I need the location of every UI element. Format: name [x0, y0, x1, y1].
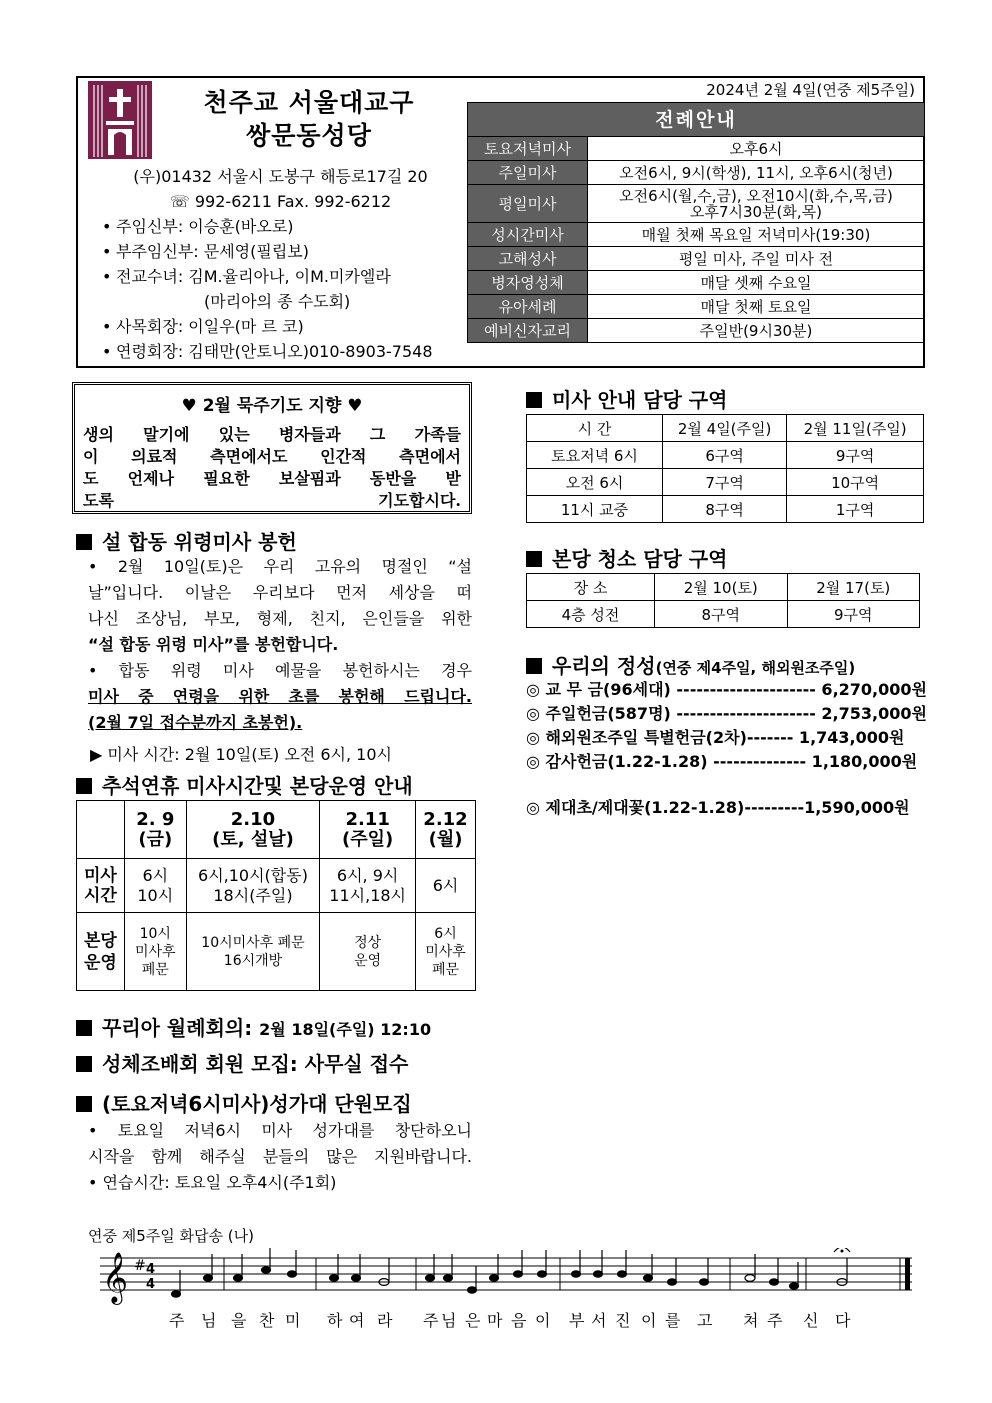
- lyric-syllable: 부: [569, 1311, 585, 1330]
- staff-item: • 사목회장: 이일우(마 르 코): [102, 317, 304, 336]
- parish-line2: 쌍문동성당: [246, 121, 372, 150]
- address: (우)01432 서울시 도봉구 해등로17길 20: [133, 167, 428, 186]
- lyric-syllable: 님: [201, 1311, 217, 1330]
- prayer-title: ♥ 2월 묵주기도 지향 ♥: [181, 396, 363, 416]
- notice-curia: 꾸리아 월례회의: 2월 18일(주일) 12:10: [76, 1012, 431, 1041]
- lyric-syllable: 를: [665, 1311, 681, 1330]
- table-row: 성시간미사 매월 첫째 목요일 저녁미사(19:30): [468, 223, 925, 247]
- lyric-syllable: 마: [487, 1311, 503, 1330]
- table-row: 평일미사 오전6시(월,수,금), 오전10시(화,수,목,금) 오후7시30분(화,목): [468, 185, 925, 223]
- bulletin-date: 2024년 2월 4일(연중 제5주일): [706, 81, 915, 99]
- table-row: 토요저녁 6시 6구역 9구역: [527, 442, 924, 469]
- phone: ☏ 992-6211 Fax. 992-6212: [169, 192, 392, 211]
- list-item: ◎ 제대초/제대꽃(1.22-1.28)---------1,590,000원: [526, 798, 910, 817]
- mass-guide-table: 시 간 2월 4일(주일) 2월 11일(주일) 토요저녁 6시 6구역 9구역 오전 6시 7구역 10구역 11시 교중 8구역 1구역: [526, 414, 924, 523]
- lyric-syllable: 주: [767, 1311, 783, 1330]
- section-title: 본당 청소 담당 구역: [526, 543, 727, 572]
- staff-item: • 부주임신부: 문세영(필립보): [102, 242, 309, 261]
- lyric-syllable: 여: [349, 1311, 365, 1330]
- notice-adoration: 성체조배회 회원 모집: 사무실 접수: [76, 1048, 408, 1077]
- lyric-syllable: 신: [803, 1311, 819, 1330]
- contact-block: [88, 164, 473, 364]
- prayer-intention-box: [72, 382, 472, 514]
- lyric-syllable: 서: [591, 1311, 607, 1330]
- prayer-text: 생의 말기에 있는 병자들과 그 가족들 이 의료적 측면에서도 인간적 측면에서 도 언제나 필요한 보살핌과 동반을 받 도록 기도합시다.: [83, 425, 461, 510]
- bulletin-header: [76, 76, 925, 368]
- table-row: 4층 성전 8구역 9구역: [527, 601, 920, 628]
- staff-item: • 전교수녀: 김M.율리아나, 이M.미카엘라: [102, 267, 391, 286]
- lyric-syllable: 주: [423, 1311, 439, 1330]
- lyric-syllable: 쳐: [743, 1311, 759, 1330]
- lyric-syllable: 은: [465, 1311, 481, 1330]
- list-item: ◎ 감사헌금(1.22-1.28) -------------- 1,180,000원: [526, 752, 918, 771]
- lyric-syllable: 님: [441, 1311, 457, 1330]
- lyric-syllable: 미: [285, 1311, 301, 1330]
- table-row: 유아세례 매달 첫째 토요일: [468, 295, 925, 319]
- section-title: 미사 안내 담당 구역: [526, 384, 727, 413]
- music-staff: [100, 1248, 920, 1348]
- table-row: 주일미사 오전6시, 9시(학생), 11시, 오후6시(청년): [468, 161, 925, 185]
- section-title: 우리의 정성(연중 제4주일, 해외원조주일): [526, 650, 855, 679]
- lyric-syllable: 진: [615, 1311, 631, 1330]
- choir-text: • 토요일 저녁6시 미사 성가대를 창단하오니 시작을 함께 해주실 분들의 많은 지원바랍니다. • 연습시간: 토요일 오후4시(주1회): [88, 1121, 472, 1192]
- hymn-lyrics: [100, 1308, 920, 1332]
- lyric-syllable: 음: [511, 1311, 527, 1330]
- liturgy-table: [467, 102, 925, 343]
- lyric-syllable: 고: [697, 1311, 713, 1330]
- svg-text:4: 4: [146, 1262, 156, 1277]
- table-row: 미사 시간 6시 10시 6시,10시(합동) 18시(주일) 6시, 9시 11시,18시 6시: [77, 859, 476, 913]
- list-item: ◎ 교 무 금(96세대) --------------------- 6,270,000원: [526, 680, 927, 699]
- list-item: ◎ 해외원조주일 특별헌금(2차)------- 1,743,000원: [526, 728, 905, 747]
- table-row: 병자영성체 매달 셋째 수요일: [468, 271, 925, 295]
- svg-text:4: 4: [146, 1277, 156, 1292]
- holiday-schedule-table: 2. 9 (금) 2.10 (토, 설날) 2.11 (주일) 2.12 (월) 미사 시간 6시 10시 6시,10시(합동) 18시(주일) 6시, 9시 11시,18시 6시 본당 운영 10시 미사후 폐문 10시미사후 폐문 16시개방 정상 운영 6시 미사후 폐문: [76, 800, 476, 991]
- cleaning-table: 장 소 2월 10(토) 2월 17(토) 4층 성전 8구역 9구역: [526, 573, 920, 628]
- table-row: 오전 6시 7구역 10구역: [527, 469, 924, 496]
- parish-name: [184, 86, 434, 152]
- lyric-syllable: 을: [231, 1311, 247, 1330]
- liturgy-title: 전례안내: [468, 103, 925, 137]
- notice-choir: (토요저녁6시미사)성가대 단원모집: [76, 1088, 412, 1117]
- list-item: ◎ 주일헌금(587명) --------------------- 2,753,000원: [526, 704, 927, 723]
- staff-item: • 연령회장: 김태만(안토니오)010-8903-7548: [102, 342, 433, 361]
- lyric-syllable: 다: [835, 1311, 851, 1330]
- parish-line1: 천주교 서울대교구: [203, 88, 415, 117]
- lyric-syllable: 이: [535, 1311, 551, 1330]
- svg-text:#: #: [134, 1258, 146, 1274]
- section-title: 설 합동 위령미사 봉헌: [76, 526, 297, 555]
- lyric-syllable: 찬: [259, 1311, 275, 1330]
- lyric-syllable: 이: [641, 1311, 657, 1330]
- table-row: 11시 교중 8구역 1구역: [527, 496, 924, 523]
- svg-text:𝄞: 𝄞: [102, 1252, 129, 1303]
- table-row: 고해성사 평일 미사, 주일 미사 전: [468, 247, 925, 271]
- table-row: 토요저녁미사 오후6시: [468, 137, 925, 161]
- offering-list: [526, 678, 926, 820]
- memorial-text: • 2월 10일(토)은 우리 고유의 명절인 “설 날”입니다. 이날은 우리보다 먼저 세상을 떠 나신 조상님, 부모, 형제, 친지, 은인들을 위한 “설 합동 위령 미사”를 봉헌합니다. • 합동 위령 미사 예물을 봉헌하시는 경우 미사 중 연령을 위한 초를 봉헌해 드립니다. (2월 7일 접수분까지 초봉헌). ▶ 미사 시간: 2월 10일(토) 오전 6시, 10시: [88, 557, 472, 764]
- church-logo-icon: [88, 81, 152, 159]
- hymn-title: 연중 제5주일 화답송 (나): [88, 1227, 254, 1245]
- staff-note: (마리아의 종 수도회): [204, 292, 351, 311]
- table-row: 예비신자교리 주일반(9시30분): [468, 319, 925, 343]
- lyric-syllable: 라: [377, 1311, 393, 1330]
- table-row: 본당 운영 10시 미사후 폐문 10시미사후 폐문 16시개방 정상 운영 6시 미사후 폐문: [77, 913, 476, 991]
- staff-item: • 주임신부: 이승훈(바오로): [102, 217, 294, 236]
- lyric-syllable: 주: [169, 1311, 185, 1330]
- lyric-syllable: 하: [327, 1311, 343, 1330]
- section-title: 추석연휴 미사시간및 본당운영 안내: [76, 770, 413, 799]
